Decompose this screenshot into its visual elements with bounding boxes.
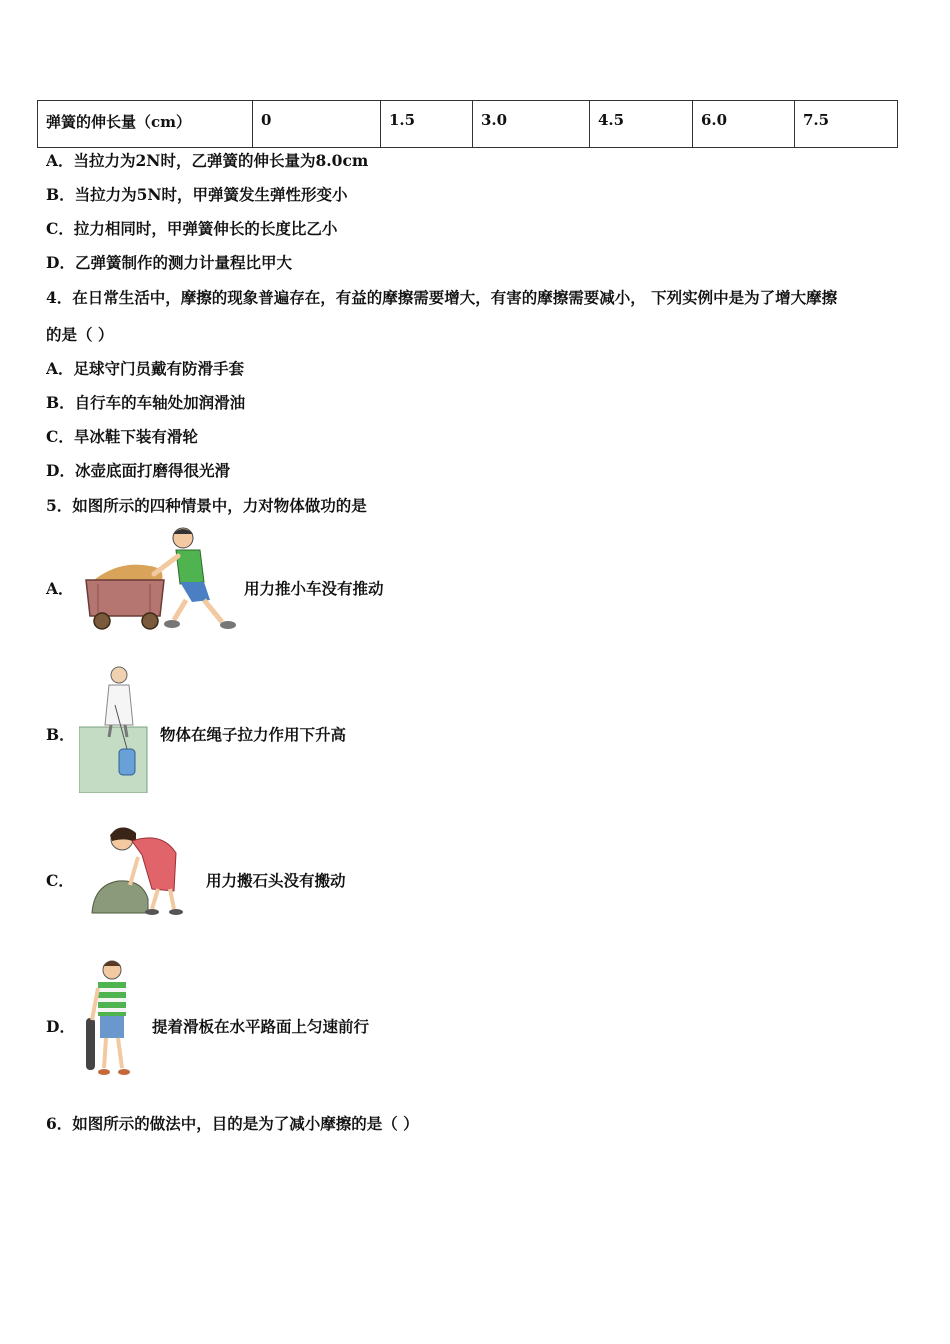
q5-option-c-text: 用力搬石头没有搬动 bbox=[206, 871, 346, 890]
table-row bbox=[38, 101, 898, 148]
q5-option-d-text: 提着滑板在水平路面上匀速前行 bbox=[152, 1017, 370, 1036]
spring-extension-table bbox=[37, 100, 898, 148]
q5-option-a-letter: A． bbox=[46, 579, 74, 598]
q4-stem-line1: 4．在日常生活中，摩擦的现象普遍存在，有益的摩擦需要增大，有害的摩擦需要减小， 下列实例中是为了增大摩擦 bbox=[46, 288, 838, 307]
q6-stem: 6．如图所示的做法中，目的是为了减小摩擦的是（ ） bbox=[46, 1114, 419, 1133]
q5-option-b-letter: B． bbox=[46, 725, 75, 744]
boy-carrying-skateboard-image bbox=[84, 958, 136, 1082]
q4-option-d: D．冰壶底面打磨得很光滑 bbox=[46, 461, 230, 480]
q3-option-a: A．当拉力为2N时，乙弹簧的伸长量为8.0cm bbox=[46, 151, 369, 170]
q3-option-d: D．乙弹簧制作的测力计量程比甲大 bbox=[46, 253, 292, 272]
q4-option-c: C．旱冰鞋下装有滑轮 bbox=[46, 427, 198, 446]
q4-stem-line2: 的是（ ） bbox=[46, 325, 114, 344]
q4-option-a: A．足球守门员戴有防滑手套 bbox=[46, 359, 245, 378]
table-header-cell: 弹簧的伸长量（cm） bbox=[38, 101, 253, 148]
q3-option-c: C．拉力相同时，甲弹簧伸长的长度比乙小 bbox=[46, 219, 338, 238]
table-cell: 0 bbox=[253, 101, 381, 148]
table-cell: 3.0 bbox=[473, 101, 590, 148]
q5-stem: 5．如图所示的四种情景中，力对物体做功的是 bbox=[46, 496, 367, 515]
table-cell: 1.5 bbox=[381, 101, 473, 148]
woman-lifting-stone-image bbox=[82, 821, 184, 917]
q3-option-b: B．当拉力为5N时，甲弹簧发生弹性形变小 bbox=[46, 185, 348, 204]
table-cell: 6.0 bbox=[693, 101, 795, 148]
table-cell: 4.5 bbox=[590, 101, 693, 148]
table-cell: 7.5 bbox=[795, 101, 898, 148]
q5-option-b-text: 物体在绳子拉力作用下升高 bbox=[160, 725, 347, 744]
q5-option-d-letter: D． bbox=[46, 1017, 75, 1036]
q5-option-c-letter: C． bbox=[46, 871, 74, 890]
q5-option-a-text: 用力推小车没有推动 bbox=[244, 579, 384, 598]
boy-pushing-cart-image bbox=[80, 524, 242, 632]
man-pulling-bucket-image bbox=[79, 665, 149, 793]
q4-option-b: B．自行车的车轴处加润滑油 bbox=[46, 393, 246, 412]
